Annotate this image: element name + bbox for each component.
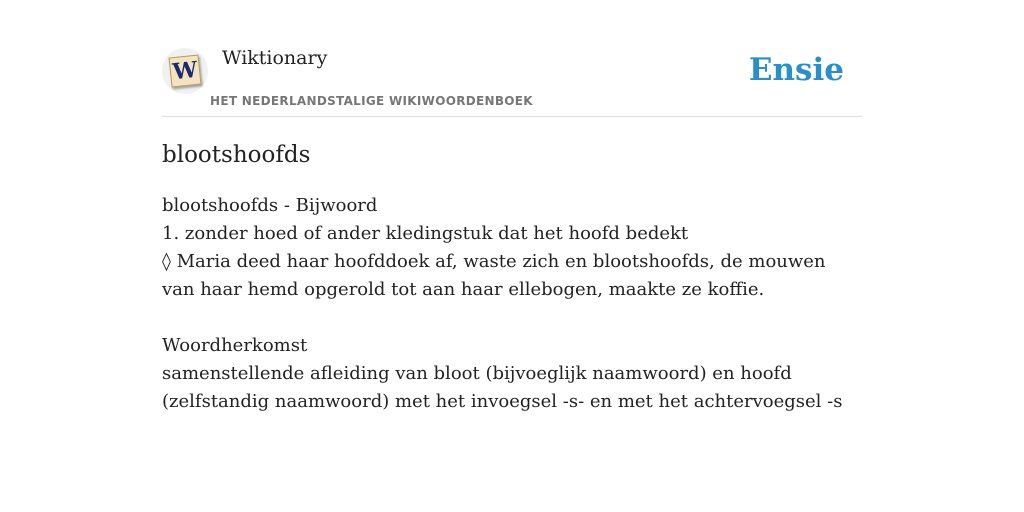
example-sentence: ◊ Maria deed haar hoofddoek af, waste zich en blootshoofds, de mouwen van haar hemd opgerold tot aan haar ellebogen, maakte ze koffie. xyxy=(162,251,826,300)
page-title: blootshoofds xyxy=(162,142,311,168)
wiktionary-logo-icon[interactable] xyxy=(162,48,208,94)
site-header xyxy=(162,40,862,117)
word-class-line: blootshoofds - Bijwoord xyxy=(162,195,378,216)
etymology-heading: Woordherkomst xyxy=(162,335,308,356)
logo-tile xyxy=(169,55,202,88)
site-tagline: HET NEDERLANDSTALIGE WIKIWOORDENBOEK xyxy=(210,94,533,108)
etymology-text: samenstellende afleiding van bloot (bijvoeglijk naamwoord) en hoofd (zelfstandig naamwoord) met het invoegsel -s- en met het achtervoegsel -s xyxy=(162,363,843,412)
definition: 1. zonder hoed of ander kledingstuk dat het hoofd bedekt xyxy=(162,223,689,244)
spacer xyxy=(162,304,852,332)
site-name[interactable]: Wiktionary xyxy=(222,47,328,69)
entry-content xyxy=(162,192,852,416)
logo-letter: W xyxy=(171,56,199,86)
ensie-brand-logo[interactable]: Ensie xyxy=(748,52,844,88)
